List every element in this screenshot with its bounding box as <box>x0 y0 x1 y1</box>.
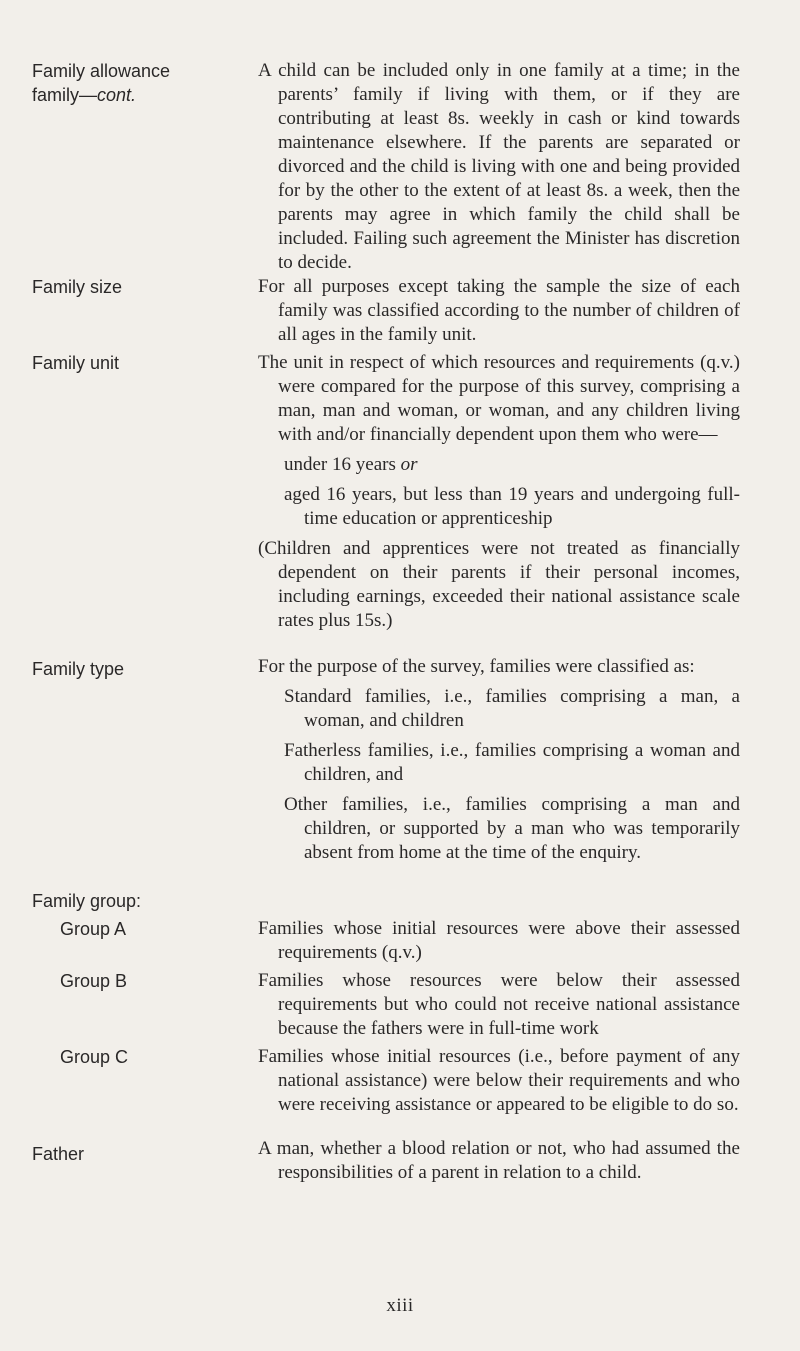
definition-paragraph: A child can be included only in one family at a time; in the parents’ family if living with them, or if they are contributing at least 8s. weekly in cash or kind towards maintenance elsewhere. If the parents are separated or divorced and the child is living with one and being provided for by the other to the extent of at least 8s. a week, then the parents may agree in which family the child shall be included. Failing such agreement the Minister has discretion to decide. <box>258 60 740 273</box>
def-group-a <box>258 917 740 965</box>
definition-paragraph: The unit in respect of which resources and requirements (q.v.) were compared for the purpose of this survey, comprising a man, man and woman, or woman, and any children living with and/or financially dependent upon them who were— <box>258 352 740 445</box>
term-family-group: Family group: <box>32 891 142 911</box>
definition-item-standard: Standard families, i.e., families comprising a man, a woman, and children <box>284 686 740 731</box>
definition-paragraph: Families whose initial resources (i.e., before payment of any national assistance) were below their requirements and who were receiving assistance or appeared to be eligible to do so. <box>258 1046 740 1115</box>
term-family-size: Family size <box>32 277 123 297</box>
definition-item-other: Other families, i.e., families comprising a man and children, or supported by a man who was temporarily absent from home at the time of the enquiry. <box>284 794 740 863</box>
page-number: xiii <box>386 1295 414 1316</box>
definition-paragraph: Families whose initial resources were above their assessed requirements (q.v.) <box>258 918 740 963</box>
definition-paragraph: For all purposes except taking the sample the size of each family was classified according to the number of children of all ages in the family unit. <box>258 276 740 345</box>
def-family-allowance-family <box>258 59 740 275</box>
definition-note: (Children and apprentices were not treated as financially dependent on their parents if their personal incomes, including earnings, exceeded their national assistance scale rates plus 15s.) <box>258 538 740 631</box>
def-family-unit <box>258 351 740 633</box>
term-family-allowance-family <box>32 59 232 107</box>
term-line-1: Family allowance <box>32 61 171 81</box>
def-father <box>258 1137 740 1185</box>
def-family-type <box>258 655 740 865</box>
def-group-c <box>258 1045 740 1117</box>
def-family-size <box>258 275 740 347</box>
def-group-b <box>258 969 740 1041</box>
term-group-c: Group C <box>60 1047 129 1067</box>
definition-paragraph: A man, whether a blood relation or not, who had assumed the responsibilities of a parent in relation to a child. <box>258 1138 740 1183</box>
term-father: Father <box>32 1144 85 1164</box>
cont-marker: cont. <box>97 85 137 105</box>
term-line-2: family—cont. <box>32 85 137 105</box>
definition-intro: For the purpose of the survey, families were classified as: <box>258 656 695 677</box>
definition-paragraph: Families whose resources were below their assessed requirements but who could not receive national assistance because the fathers were in full-time work <box>258 970 740 1039</box>
definition-condition-2: aged 16 years, but less than 19 years and undergoing full-time education or apprenticeship <box>284 484 740 529</box>
term-family-unit: Family unit <box>32 353 120 373</box>
term-group-a: Group A <box>60 919 127 939</box>
term-family-type: Family type <box>32 659 125 679</box>
definition-item-fatherless: Fatherless families, i.e., families comprising a woman and children, and <box>284 740 740 785</box>
definition-condition-1: under 16 years or <box>284 454 418 475</box>
term-group-b: Group B <box>60 971 128 991</box>
